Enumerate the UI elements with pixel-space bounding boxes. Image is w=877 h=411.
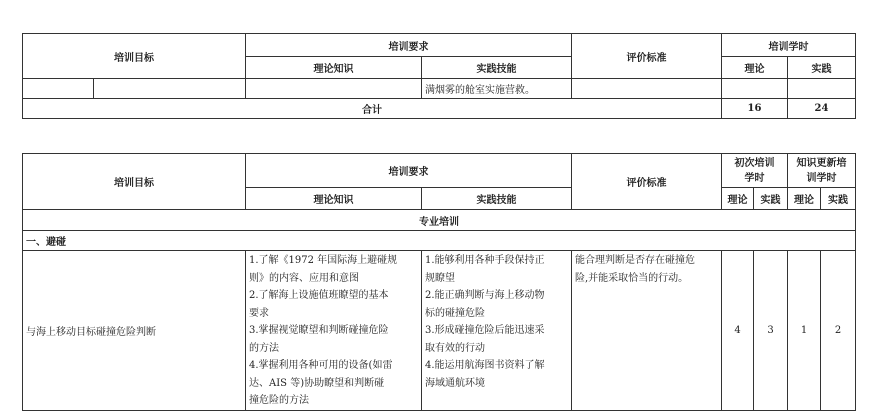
row-evaluation-criteria [572, 251, 722, 411]
header-hours-practice: 实践 [788, 57, 856, 79]
header-evaluation-criteria: 评价标准 [572, 154, 722, 210]
row-training-goal: 与海上移动目标碰撞危险判断 [23, 251, 246, 411]
theory-line: 4.掌握利用各种可用的设备(如雷 [249, 360, 393, 371]
header-theory-knowledge: 理论知识 [246, 57, 422, 79]
header-training-requirements: 培训要求 [246, 154, 572, 188]
practice-line: 海域通航环境 [425, 377, 485, 389]
subsection-collision-avoidance: 一、避碰 [23, 231, 856, 251]
practice-line: 2.能正确判断与海上移动物 [425, 290, 545, 301]
section-professional-training: 专业培训 [23, 210, 856, 231]
header-update-training-hours: 知识更新培训学时 [788, 154, 856, 188]
initial-theory-hours: 4 [722, 251, 754, 411]
practice-continuation-text: 满烟雾的舱室实施营救。 [422, 79, 572, 99]
practice-line: 4.能运用航海图书资料了解 [425, 360, 545, 371]
table-cell [94, 79, 246, 99]
header-training-goal: 培训目标 [23, 34, 246, 79]
header-hours-theory: 理论 [722, 57, 788, 79]
theory-line: 则》的内容、应用和意图 [249, 272, 359, 284]
practice-line: 取有效的行动 [425, 342, 485, 354]
header-training-requirements: 培训要求 [246, 34, 572, 57]
training-table-continued [22, 33, 856, 119]
initial-practice-hours: 3 [754, 251, 788, 411]
header-update-practice: 实践 [821, 188, 856, 210]
table-cell [246, 79, 422, 99]
total-theory-hours: 16 [722, 99, 788, 119]
table-cell [788, 79, 856, 99]
table-cell [722, 79, 788, 99]
practice-line: 规瞭望 [425, 272, 455, 284]
theory-line: 1.了解《1972 年国际海上避碰规 [249, 255, 398, 266]
update-practice-hours: 2 [821, 251, 856, 411]
total-practice-hours: 24 [788, 99, 856, 119]
row-practical-skills [422, 251, 572, 411]
theory-line: 的方法 [249, 342, 279, 354]
table-cell [23, 79, 94, 99]
criteria-line: 险,并能采取恰当的行动。 [575, 272, 689, 284]
header-practical-skills: 实践技能 [422, 57, 572, 79]
theory-line: 撞危险的方法 [249, 395, 309, 406]
training-table-professional [22, 153, 856, 411]
theory-line: 3.掌握视觉瞭望和判断碰撞危险 [249, 325, 389, 336]
practice-line: 标的碰撞危险 [425, 307, 485, 319]
header-theory-knowledge: 理论知识 [246, 188, 422, 210]
header-evaluation-criteria: 评价标准 [572, 34, 722, 79]
practice-line: 3.形成碰撞危险后能迅速采 [425, 325, 545, 336]
theory-line: 2.了解海上设施值班瞭望的基本 [249, 290, 389, 301]
header-training-hours: 培训学时 [722, 34, 856, 57]
header-initial-practice: 实践 [754, 188, 788, 210]
row-theory-knowledge [246, 251, 422, 411]
criteria-line: 能合理判断是否存在碰撞危 [575, 255, 695, 266]
theory-line: 要求 [249, 307, 269, 319]
theory-line: 达、AIS 等)协助瞭望和判断碰 [249, 377, 385, 389]
header-update-theory: 理论 [788, 188, 821, 210]
header-initial-theory: 理论 [722, 188, 754, 210]
update-theory-hours: 1 [788, 251, 821, 411]
total-label: 合计 [23, 99, 722, 119]
table-cell [572, 79, 722, 99]
header-training-goal: 培训目标 [23, 154, 246, 210]
header-initial-training-hours: 初次培训学时 [722, 154, 788, 188]
practice-line: 1.能够利用各种手段保持正 [425, 255, 545, 266]
header-practical-skills: 实践技能 [422, 188, 572, 210]
